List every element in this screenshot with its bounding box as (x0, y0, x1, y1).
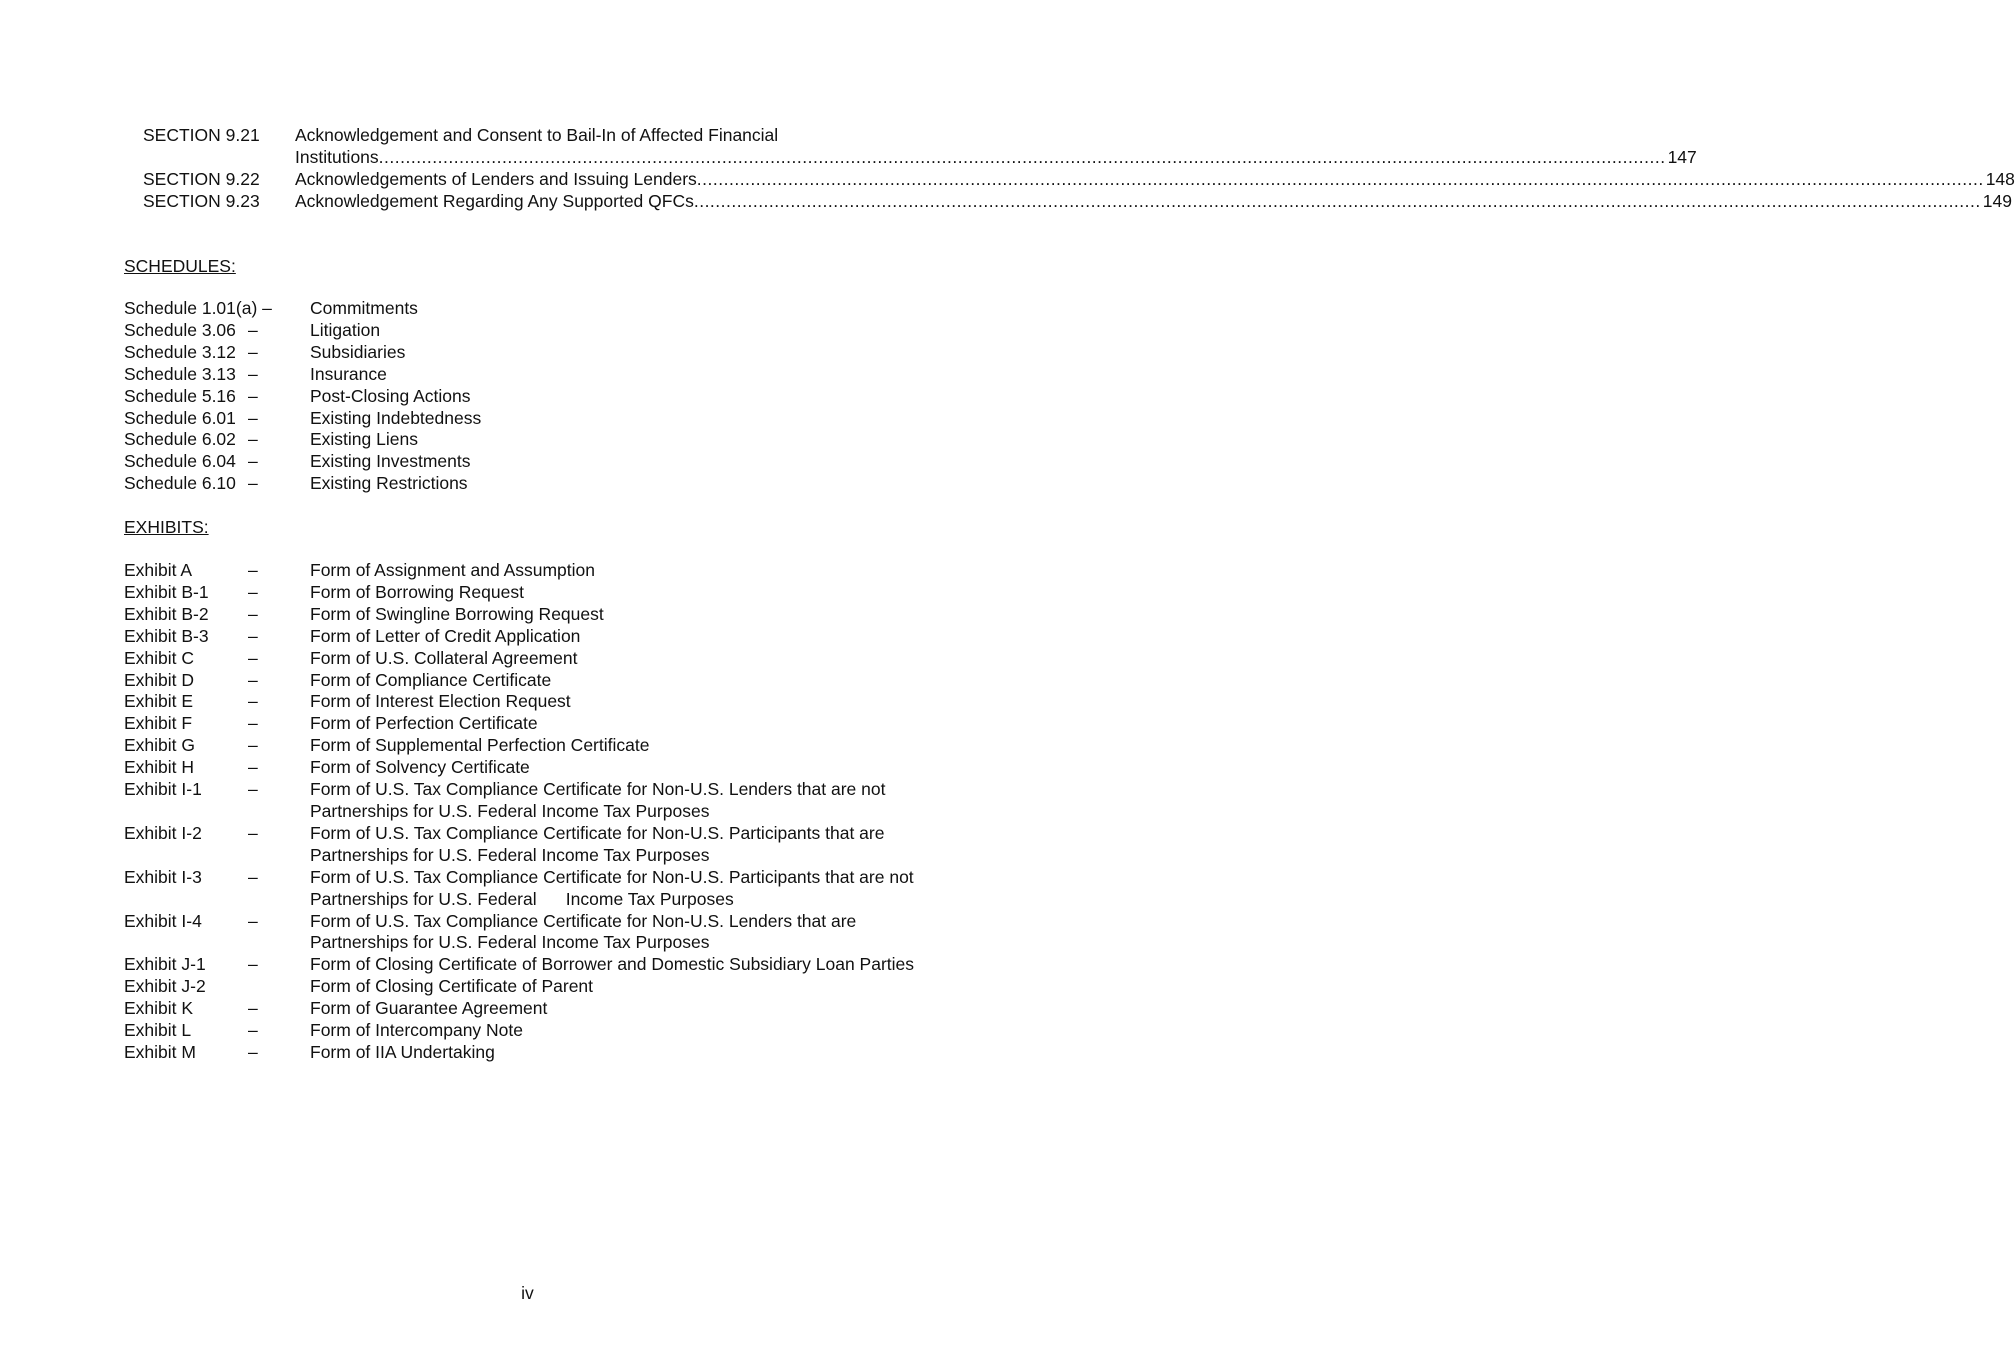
dash-separator: – (248, 1041, 258, 1062)
exhibit-item[interactable] (124, 867, 924, 911)
exhibit-item-description (310, 757, 924, 779)
description-line: Form of U.S. Tax Compliance Certificate for Non-U.S. Lenders that are (310, 910, 857, 931)
description-line: Form of Supplemental Perfection Certificate (310, 735, 650, 756)
exhibit-item[interactable] (124, 954, 924, 976)
exhibit-item-label: Exhibit I-3 (124, 866, 202, 887)
dash-separator: – (248, 647, 258, 668)
description-line: Form of U.S. Collateral Agreement (310, 647, 578, 668)
exhibit-item-description (310, 1042, 924, 1064)
exhibit-item-label: Exhibit I-4 (124, 910, 202, 931)
description-line: Subsidiaries (310, 341, 406, 362)
schedule-item[interactable] (124, 364, 924, 386)
description-line: Existing Investments (310, 451, 471, 472)
dash-separator (248, 298, 310, 320)
toc-page-number: 149 (1982, 191, 2012, 211)
exhibit-item-label: Exhibit L (124, 1020, 192, 1041)
schedule-item[interactable] (124, 342, 924, 364)
dash-separator: – (248, 669, 258, 690)
schedule-item-label: Schedule 5.16 (124, 385, 236, 406)
dash-separator: – (248, 735, 258, 756)
exhibit-item[interactable] (124, 626, 924, 648)
description-line: Existing Indebtedness (310, 407, 482, 428)
exhibits-heading: EXHIBITS: (124, 517, 209, 537)
exhibit-item[interactable] (124, 779, 924, 823)
schedule-item-label: Schedule 1.01(a) – (124, 298, 272, 318)
exhibit-item-label: Exhibit M (124, 1041, 196, 1062)
description-line: Form of U.S. Tax Compliance Certificate for Non-U.S. Participants that are not (310, 866, 914, 887)
dash-separator: – (248, 363, 258, 384)
schedule-item-label: Schedule 6.01 (124, 407, 236, 428)
exhibit-item-description (310, 670, 924, 692)
schedule-item-label: Schedule 3.12 (124, 341, 236, 362)
dash-separator: – (248, 1020, 258, 1041)
exhibit-item[interactable] (124, 691, 924, 713)
dash-separator (248, 976, 310, 998)
exhibit-item-description (310, 779, 924, 823)
schedule-item-description (310, 342, 924, 364)
exhibit-item-label: Exhibit B-2 (124, 603, 209, 624)
toc-section-number: SECTION 9.22 (143, 169, 260, 189)
dash-separator: – (248, 319, 258, 340)
exhibit-item[interactable] (124, 1020, 924, 1042)
exhibit-item[interactable] (124, 976, 924, 998)
exhibit-item-label: Exhibit G (124, 735, 195, 756)
dash-separator: – (248, 341, 258, 362)
schedule-item-label: Schedule 6.10 (124, 473, 236, 494)
dash-separator: – (248, 473, 258, 494)
exhibit-item-label: Exhibit B-3 (124, 625, 209, 646)
toc-page-number: 147 (1667, 147, 1697, 167)
schedule-item-label: Schedule 6.02 (124, 429, 236, 450)
description-line: Form of Solvency Certificate (310, 757, 530, 778)
schedule-item-description (310, 320, 924, 342)
exhibit-item-label: Exhibit H (124, 757, 195, 778)
exhibit-item-label: Exhibit I-1 (124, 779, 202, 800)
schedule-item[interactable] (124, 451, 924, 473)
toc-title-continued: Institutions (295, 147, 379, 167)
schedule-item-description (310, 408, 924, 430)
dash-separator: – (248, 779, 258, 800)
schedule-list (124, 298, 924, 495)
dash-separator: – (248, 691, 258, 712)
toc-title: Acknowledgements of Lenders and Issuing Lenders (295, 169, 697, 189)
exhibit-item-description (310, 998, 924, 1020)
description-line: Post-Closing Actions (310, 385, 471, 406)
exhibit-item-description (310, 691, 924, 713)
toc-entry[interactable] (143, 168, 2015, 190)
exhibit-item[interactable] (124, 560, 924, 582)
exhibit-item-description (310, 648, 924, 670)
exhibit-item-description (310, 626, 924, 648)
exhibit-item-label: Exhibit I-2 (124, 822, 202, 843)
schedule-item-description (310, 451, 924, 473)
schedule-item-description (310, 429, 924, 451)
dash-separator: – (248, 954, 258, 975)
description-line: Form of Perfection Certificate (310, 713, 538, 734)
dot-leader (697, 168, 1984, 190)
dash-separator: – (248, 625, 258, 646)
schedule-item-label: Schedule 3.13 (124, 363, 236, 384)
exhibit-item-description (310, 735, 924, 757)
exhibit-item-label: Exhibit A (124, 560, 193, 580)
toc-section-number: SECTION 9.21 (143, 125, 260, 145)
toc-entry[interactable] (143, 190, 2012, 212)
schedule-item-description (310, 386, 924, 408)
dash-separator: – (248, 910, 258, 931)
exhibit-item-label: Exhibit F (124, 713, 193, 734)
exhibit-item-description (310, 911, 924, 955)
schedule-item[interactable] (124, 320, 924, 342)
exhibit-item[interactable] (124, 823, 924, 867)
description-line: Form of Intercompany Note (310, 1020, 523, 1041)
exhibit-item-description (310, 1020, 924, 1042)
description-line: Form of U.S. Tax Compliance Certificate for Non-U.S. Participants that are (310, 822, 885, 843)
description-line: Commitments (310, 298, 418, 318)
toc-entry[interactable] (143, 124, 1697, 168)
description-line: Form of Closing Certificate of Borrower and Domestic Subsidiary Loan Parties (310, 954, 914, 975)
description-line: Form of Assignment and Assumption (310, 560, 595, 580)
description-line: Form of Compliance Certificate (310, 669, 552, 690)
schedule-item[interactable] (124, 408, 924, 430)
description-line: Form of Guarantee Agreement (310, 998, 548, 1019)
exhibit-item-label: Exhibit B-1 (124, 581, 209, 602)
dash-separator: – (248, 713, 258, 734)
exhibit-item[interactable] (124, 1042, 924, 1064)
dash-separator: – (248, 866, 258, 887)
table-of-contents (143, 124, 2015, 212)
description-line: Form of Letter of Credit Application (310, 625, 581, 646)
description-line: Form of Closing Certificate of Parent (310, 976, 594, 997)
description-line-continued: Partnerships for U.S. Federal Income Tax Purposes (310, 800, 710, 821)
exhibit-item-label: Exhibit J-2 (124, 976, 206, 997)
dot-leader (379, 146, 1666, 168)
exhibit-item-label: Exhibit K (124, 998, 194, 1019)
exhibit-item[interactable] (124, 670, 924, 692)
toc-section-number: SECTION 9.23 (143, 191, 260, 211)
exhibit-item[interactable] (124, 648, 924, 670)
description-line: Existing Restrictions (310, 473, 468, 494)
dash-separator: – (248, 429, 258, 450)
description-line: Form of IIA Undertaking (310, 1041, 495, 1062)
schedule-item-description (310, 298, 924, 320)
exhibit-item-description (310, 823, 924, 867)
schedules-heading: SCHEDULES: (124, 256, 236, 276)
dash-separator: – (248, 998, 258, 1019)
schedule-item-description (310, 364, 924, 386)
schedule-item[interactable] (124, 429, 924, 451)
description-line-continued: Partnerships for U.S. Federal Income Tax Purposes (310, 844, 710, 865)
toc-title: Acknowledgement and Consent to Bail-In of Affected Financial (295, 125, 779, 145)
exhibit-item-description (310, 582, 924, 604)
schedule-item-label: Schedule 6.04 (124, 451, 236, 472)
description-line: Form of Borrowing Request (310, 581, 524, 602)
schedule-item-label: Schedule 3.06 (124, 319, 236, 340)
schedule-item[interactable] (124, 298, 924, 320)
exhibit-item-label: Exhibit E (124, 691, 194, 712)
exhibit-item-description (310, 604, 924, 626)
toc-title: Acknowledgement Regarding Any Supported QFCs (295, 191, 694, 211)
exhibit-item[interactable] (124, 713, 924, 735)
schedule-item-description (310, 473, 924, 495)
description-line: Form of U.S. Tax Compliance Certificate for Non-U.S. Lenders that are not (310, 779, 886, 800)
description-line: Existing Liens (310, 429, 418, 450)
exhibit-item-description (310, 954, 924, 976)
exhibit-item[interactable] (124, 757, 924, 779)
description-line: Form of Swingline Borrowing Request (310, 603, 604, 624)
schedule-item[interactable] (124, 386, 924, 408)
schedule-item[interactable] (124, 473, 924, 495)
dash-separator: – (248, 385, 258, 406)
description-line: Insurance (310, 363, 387, 384)
dash-separator: – (248, 581, 258, 602)
dash-separator: – (248, 822, 258, 843)
dash-separator: – (248, 451, 258, 472)
dash-separator: – (248, 407, 258, 428)
exhibit-item-description (310, 713, 924, 735)
description-line-continued: Partnerships for U.S. Federal Income Tax Purposes (310, 932, 710, 953)
exhibit-item[interactable] (124, 998, 924, 1020)
exhibit-item[interactable] (124, 911, 924, 955)
toc-page-number: 148 (1985, 169, 2015, 189)
dash-separator: – (248, 757, 258, 778)
exhibit-item-label: Exhibit C (124, 647, 195, 668)
exhibit-item[interactable] (124, 604, 924, 626)
exhibit-list (124, 560, 924, 1064)
dot-leader (694, 190, 1981, 212)
description-line: Litigation (310, 319, 381, 340)
description-line-continued: Partnerships for U.S. Federal Income Tax Purposes (310, 888, 734, 909)
exhibit-item-description (310, 976, 924, 998)
exhibit-item-description (310, 560, 924, 582)
exhibit-item-label: Exhibit D (124, 669, 195, 690)
exhibit-item-description (310, 867, 924, 911)
description-line: Form of Interest Election Request (310, 691, 571, 712)
page-number: iv (521, 1283, 534, 1303)
exhibit-item[interactable] (124, 582, 924, 604)
exhibit-item[interactable] (124, 735, 924, 757)
dash-separator: – (248, 560, 258, 580)
exhibit-item-label: Exhibit J-1 (124, 954, 206, 975)
dash-separator: – (248, 603, 258, 624)
